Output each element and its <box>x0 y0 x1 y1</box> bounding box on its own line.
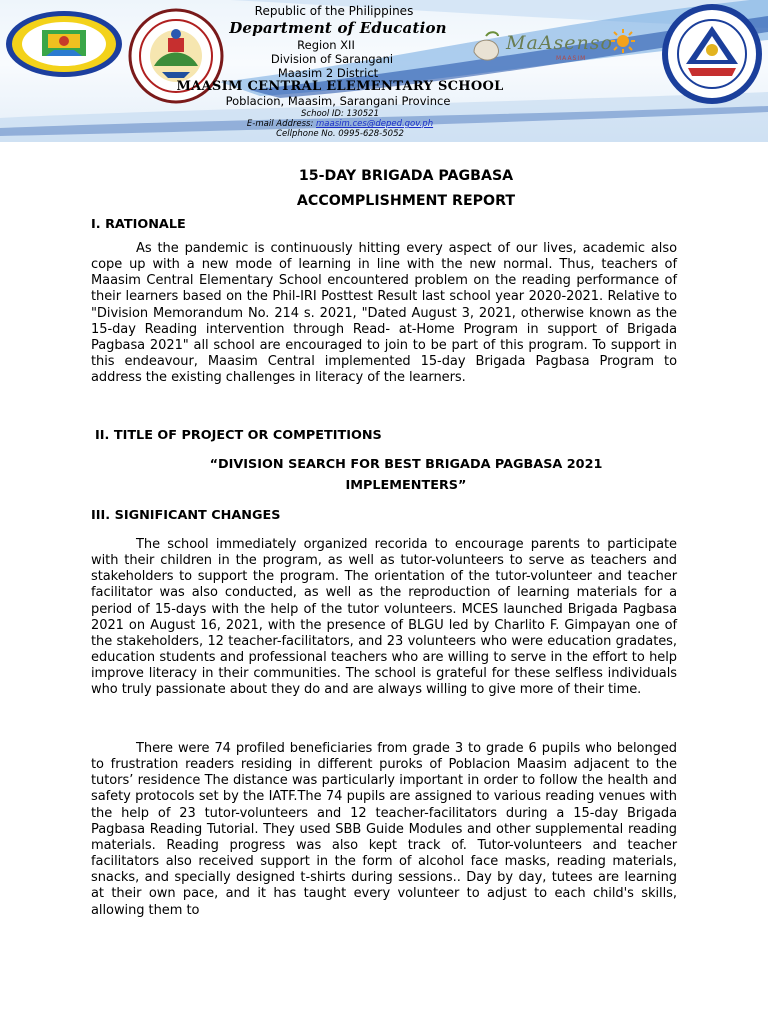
letterhead-school-id: School ID: 130521 <box>301 109 379 119</box>
letterhead-school-name: MAASIM CENTRAL ELEMENTARY SCHOOL <box>176 79 504 94</box>
section-heading-rationale: I. RATIONALE <box>91 217 186 232</box>
rationale-paragraph: As the pandemic is continuously hitting every aspect of our lives, academic also cope up with a new mode of learning in line with the new normal. Thus, teachers of Maasim Central Elementary School encountered problem on the reading performance of their learners based on the Phil-IRI Posttest Result last school year 2020-2021. Relative to "Division Memorandum No. 214 s. 2021, "Dated August 3, 2021, otherwise known as the 15-day Reading intervention through Read- at-Home Program in support of Brigada Pagbasa 2021" all school are encouraged to join to be part of this program. To support in this endeavour, Maasim Central implemented 15-day Brigada Pagbasa Program to address the existing challenges in literacy of the learners. <box>91 241 677 386</box>
letterhead-republic: Republic of the Philippines <box>254 4 414 18</box>
letterhead-cellphone: Cellphone No. 0995-628-5052 <box>276 129 404 139</box>
letterhead-department: Department of Education <box>229 19 447 37</box>
project-title-line1: “DIVISION SEARCH FOR BEST BRIGADA PAGBASA 2021 <box>209 457 603 472</box>
section-heading-project-title: II. TITLE OF PROJECT OR COMPETITIONS <box>95 428 382 443</box>
report-title-line2: ACCOMPLISHMENT REPORT <box>296 193 516 209</box>
section-heading-significant-changes: III. SIGNIFICANT CHANGES <box>91 508 281 523</box>
report-title-line1: 15-DAY BRIGADA PAGBASA <box>298 168 514 184</box>
email-label: E-mail Address: <box>246 119 317 129</box>
letterhead-address: Poblacion, Maasim, Sarangani Province <box>225 94 451 108</box>
maasenso-logo-text: MaAsenso <box>506 32 613 54</box>
email-link[interactable]: maasim.ces@deped.gov.ph <box>316 119 434 129</box>
significant-changes-paragraph-2: There were 74 profiled beneficiaries from grade 3 to grade 6 pupils who belonged to frustration readers residing in different puroks of Poblacion Maasim adjacent to the tutors’ residence The distance was particularly important in order to follow the health and safety protocols set by the IATF.The 74 pupils are assigned to various reading venues with the help of 23 tutor-volunteers and 12 teacher-facilitators during a 15-day Brigada Pagbasa Reading Tutorial. They used SBB Guide Modules and other supplemental reading materials. Reading progress was also kept track of. Tutor-volunteers and teacher facilitators also received support in the form of alcohol face masks, reading materials, snacks, and specially designed t-shirts during sessions.. Day by day, tutees are learning at their own pace, and it has taught every volunteer to adjust to each child's skills, allowing them to <box>91 741 677 918</box>
letterhead-region: Region XII <box>297 38 355 52</box>
significant-changes-paragraph-1: The school immediately organized recorida to encourage parents to participate with their children in the program, as well as tutor-volunteers to serve as teachers and stakeholders to support the program. The orientation of the tutor-volunteer and teacher facilitator was also conducted, as well as the reproduction of learning materials for a period of 15-days with the help of the tutor volunteers. MCES launched Brigada Pagbasa 2021 on August 16, 2021, with the presence of BLGU led by Charlito F. Gimpayan one of the stakeholders, 12 teacher-facilitators, and 23 volunteers who were education gradates, education students and professional teachers who are willing to serve in the effort to help improve literacy in their communities. The school is grateful for these selfless individuals who truly passionate about they do and are always willing to give more of their time. <box>91 537 677 698</box>
letterhead-division: Division of Sarangani <box>270 52 394 66</box>
letterhead-district: Maasim 2 District <box>277 66 379 80</box>
maasenso-logo-subtext: MAASIM <box>556 55 587 62</box>
project-title-line2: IMPLEMENTERS” <box>345 478 467 493</box>
